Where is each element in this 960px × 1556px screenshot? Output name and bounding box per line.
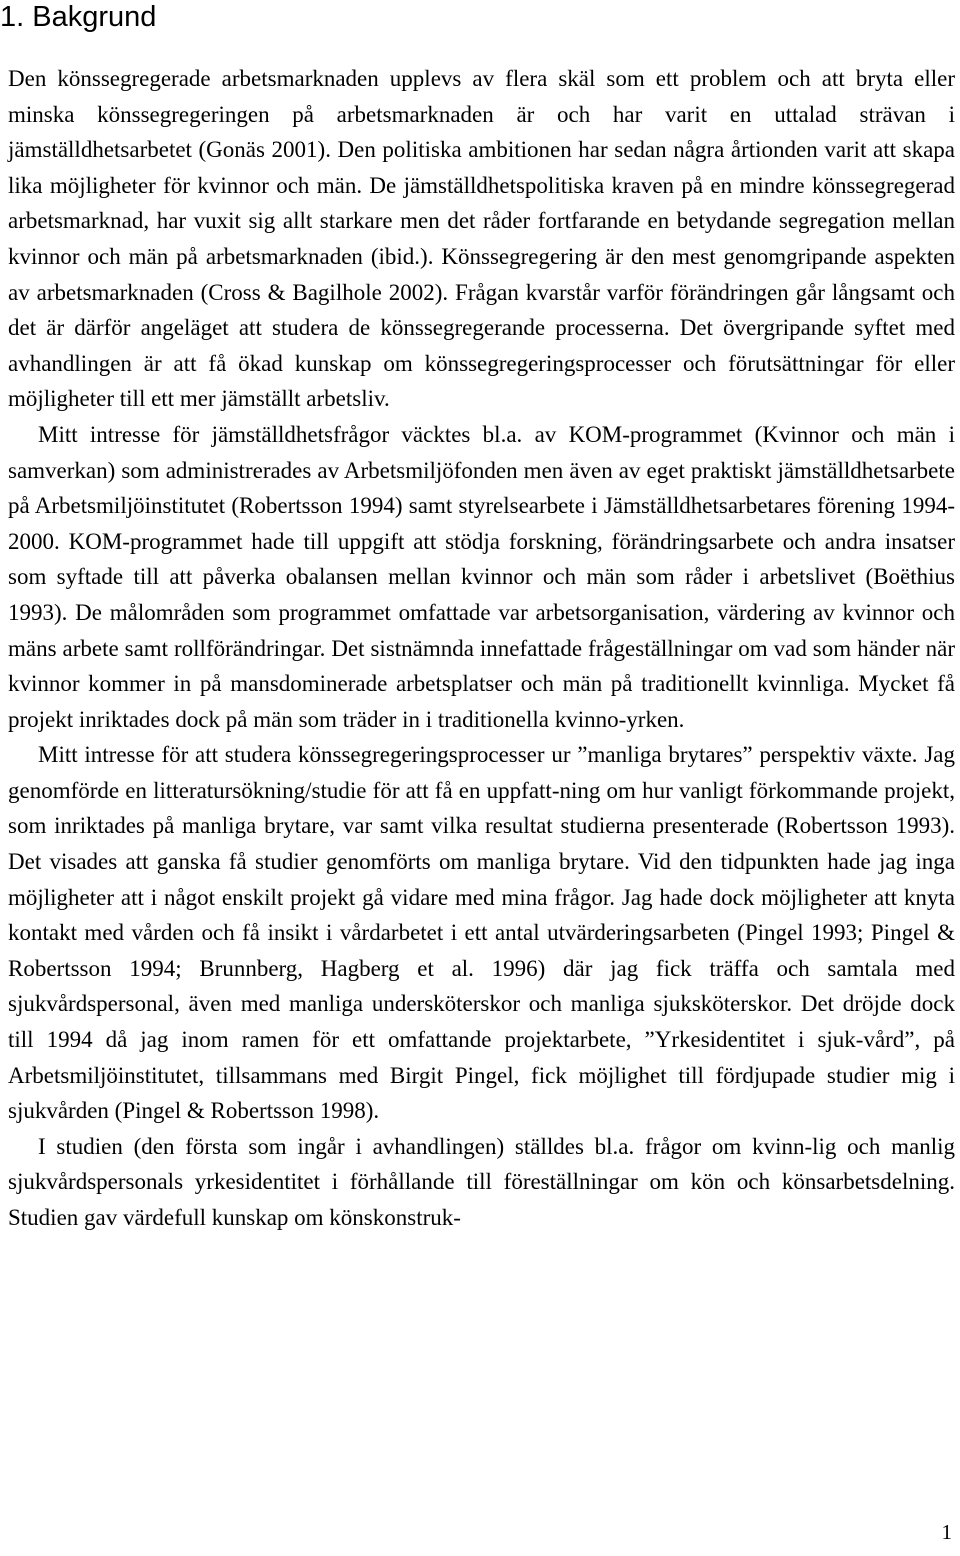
page-number: 1	[941, 1520, 952, 1544]
paragraph-2: Mitt intresse för jämställdhetsfrågor väcktes bl.a. av KOM-programmet (Kvinnor och män i samverkan) som administrerades av Arbetsmiljöfonden men även av eget praktiskt jämställdhetsarbete på Arbetsmiljöinstitutet (Robertsson 1994) samt styrelsearbete i Jämställdhetsarbetares förening 1994-2000. KOM-programmet hade till uppgift att stödja forskning, förändringsarbete och andra insatser som syftade till att påverka obalansen mellan kvinnor och män som råder i arbetslivet (Boëthius 1993). De målområden som programmet omfattade var arbetsorganisation, värdering av kvinnor och mäns arbete samt rollförändringar. Det sistnämnda innefattade frågeställningar om vad som händer när kvinnor kommer in på mansdominerade arbetsplatser och män på traditionellt kvinnliga. Mycket få projekt inriktades dock på män som träder in i traditionella kvinno-yrken.	[8, 421, 955, 732]
paragraph-1: Den könssegregerade arbetsmarknaden upplevs av flera skäl som ett problem och att bryta eller minska könssegregeringen på arbetsmarknaden är och har varit en uttalad strävan i jämställdhetsarbetet (Gonäs 2001). Den politiska ambitionen har sedan några årtionden varit att skapa lika möjligheter för kvinnor och män. De jämställdhetspolitiska kraven på en mindre könssegregerad arbetsmarknad, har vuxit sig allt starkare men det råder fortfarande en betydande segregation mellan kvinnor och män på arbetsmarknaden (ibid.). Könssegregering är den mest genomgripande aspekten av arbetsmarknaden (Cross & Bagilhole 2002). Frågan kvarstår varför förändringen går långsamt och det är därför angeläget att studera de könssegregerande processerna. Det övergripande syftet med avhandlingen är att få ökad kunskap om könssegregeringsprocesser och förutsättningar för eller möjligheter till ett mer jämställt arbetsliv.	[8, 66, 955, 412]
body-text	[8, 61, 955, 1236]
paragraph-3: Mitt intresse för att studera könssegregeringsprocesser ur ”manliga brytares” perspektiv växte. Jag genomförde en litteratursökning/studie för att få en uppfatt-ning om hur vanligt förkommande projekt, som inriktades på manliga brytare, var samt vilka resultat studierna presenterade (Robertsson 1993). Det visades att ganska få studier genomförts om manliga brytare. Vid den tidpunkten hade jag inga möjligheter att i något enskilt projekt gå vidare med mina frågor. Jag hade dock möjligheter att knyta kontakt med vården och få insikt i vårdarbetet i ett antal utvärderingsarbeten (Pingel 1993; Pingel & Robertsson 1994; Brunnberg, Hagberg et al. 1996) där jag fick träffa och samtala med sjukvårdspersonal, även med manliga undersköterskor och manliga sjuksköterskor. Det dröjde dock till 1994 då jag inom ramen för ett omfattande projektarbete, ”Yrkesidentitet i sjuk-vård”, på Arbetsmiljöinstitutet, tillsammans med Birgit Pingel, fick möjlighet till fördjupade studier mig i sjukvården (Pingel & Robertsson 1998).	[8, 742, 955, 1124]
section-heading: 1. Bakgrund	[0, 1, 157, 33]
paragraph-4: I studien (den första som ingår i avhandlingen) ställdes bl.a. frågor om kvinn-lig och manlig sjukvårdspersonals yrkesidentitet i förhållande till föreställningar om kön och könsarbetsdelning. Studien gav värdefull kunskap om könskonstruk-	[8, 1133, 955, 1230]
